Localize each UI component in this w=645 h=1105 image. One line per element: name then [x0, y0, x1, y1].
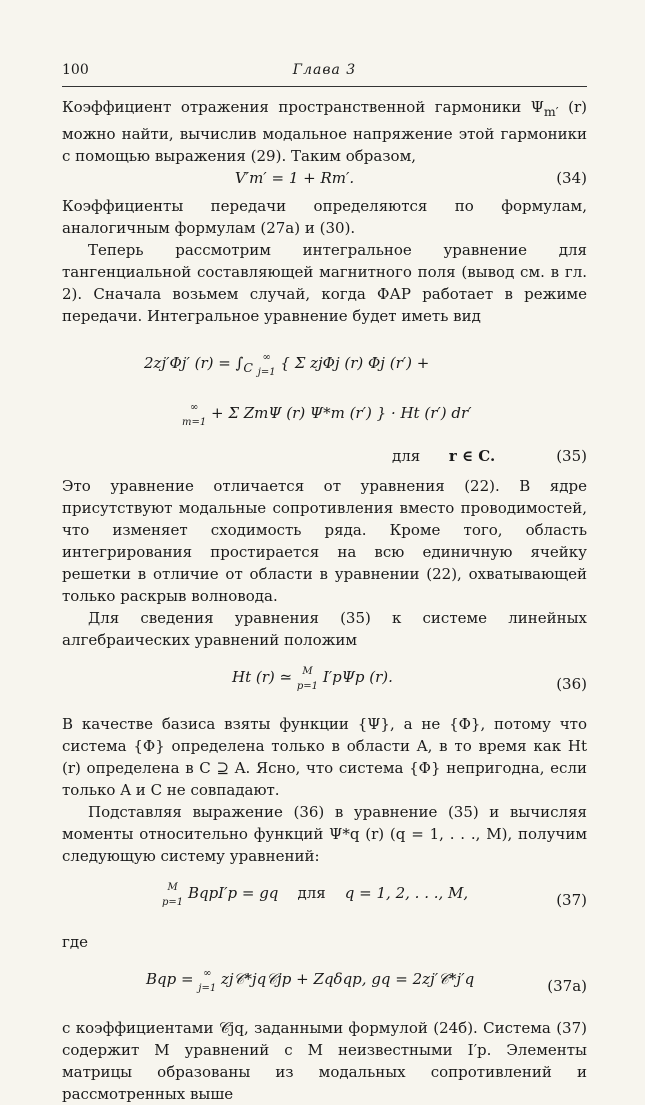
where-label: где	[62, 933, 88, 951]
page-number: 100	[62, 62, 89, 78]
paragraph-5: Для сведения уравнения (35) к системе линейных алгебраических уравнений положим	[62, 609, 587, 649]
equation-37a: Bqp = ∞ j=1 zj𝒞*jq𝒞jp + Zqδqp, gq = 2zj′𝒞*j′q (37а)	[146, 968, 587, 995]
paragraph-6: В качестве базиса взяты функции {Ψ}, а не {Φ}, потому что система {Φ} определена только в области A, в то время как Ht (r) определена в C ⊇ A. Ясно, что система {Φ} непригодна, если только A и C не совпадают.	[62, 715, 587, 799]
header-rule	[62, 86, 587, 87]
paragraph-2: Коэффициенты передачи определяются по формулам, аналогичным формулам (27а) и (30).	[62, 197, 587, 237]
paragraph-7: Подставляя выражение (36) в уравнение (35) и вычисляя моменты относительно функций Ψ*q (r) (q = 1, . . ., M), получим следующую систему уравнений:	[62, 803, 587, 865]
paragraph-8: с коэффициентами 𝒞jq, заданными формулой (24б). Система (37) содержит M уравнений с M неизвестными I′p. Элементы матрицы образованы из модальных сопротивлений и рассмотренных выше	[62, 1019, 587, 1103]
equation-34: V′m′ = 1 + Rm′. (34)	[234, 169, 587, 187]
paragraph-3: Теперь рассмотрим интегральное уравнение для тангенциальной составляющей магнитного поля (вывод см. в гл. 2). Сначала возьмем случай, когда ФАР работает в режиме передачи. Интегральное уравнение будет иметь вид	[62, 241, 587, 325]
body-text	[62, 96, 587, 1105]
equation-37: M p=1 BqpI′p = gq для q = 1, 2, . . ., M, (37)	[162, 882, 587, 909]
paragraph-4: Это уравнение отличается от уравнения (22). В ядре присутствуют модальные сопротивления вместо проводимостей, что изменяет сходимость ряда. Кроме того, область интегрирования простирается на всю единичную ячейку решетки в отличие от области в уравнении (22), охватывающей только раскрыв волновода.	[62, 477, 587, 605]
page-header	[62, 62, 587, 84]
running-head: Глава 3	[292, 62, 357, 78]
equation-36: Ht (r) ≃ M p=1 I′pΨp (r). (36)	[232, 666, 587, 693]
paragraph-1: Коэффициент отражения пространственной гармоники $\Psi_{m'}$ (r) можно найти, вычислив модальное напряжение этой гармоники с помощью выражения (29). Таким образом,	[62, 98, 587, 165]
equation-35: 2zj′Φj′ $(r) = \int_C$ ∞ j=1 { Σ zjΦj (r) Φj (r′) + ∞ m=1 + Σ ZmΨ (r) Ψ*m (r′) } · Ht (r′) dr′ для r ∈ C. (35)	[144, 352, 587, 465]
